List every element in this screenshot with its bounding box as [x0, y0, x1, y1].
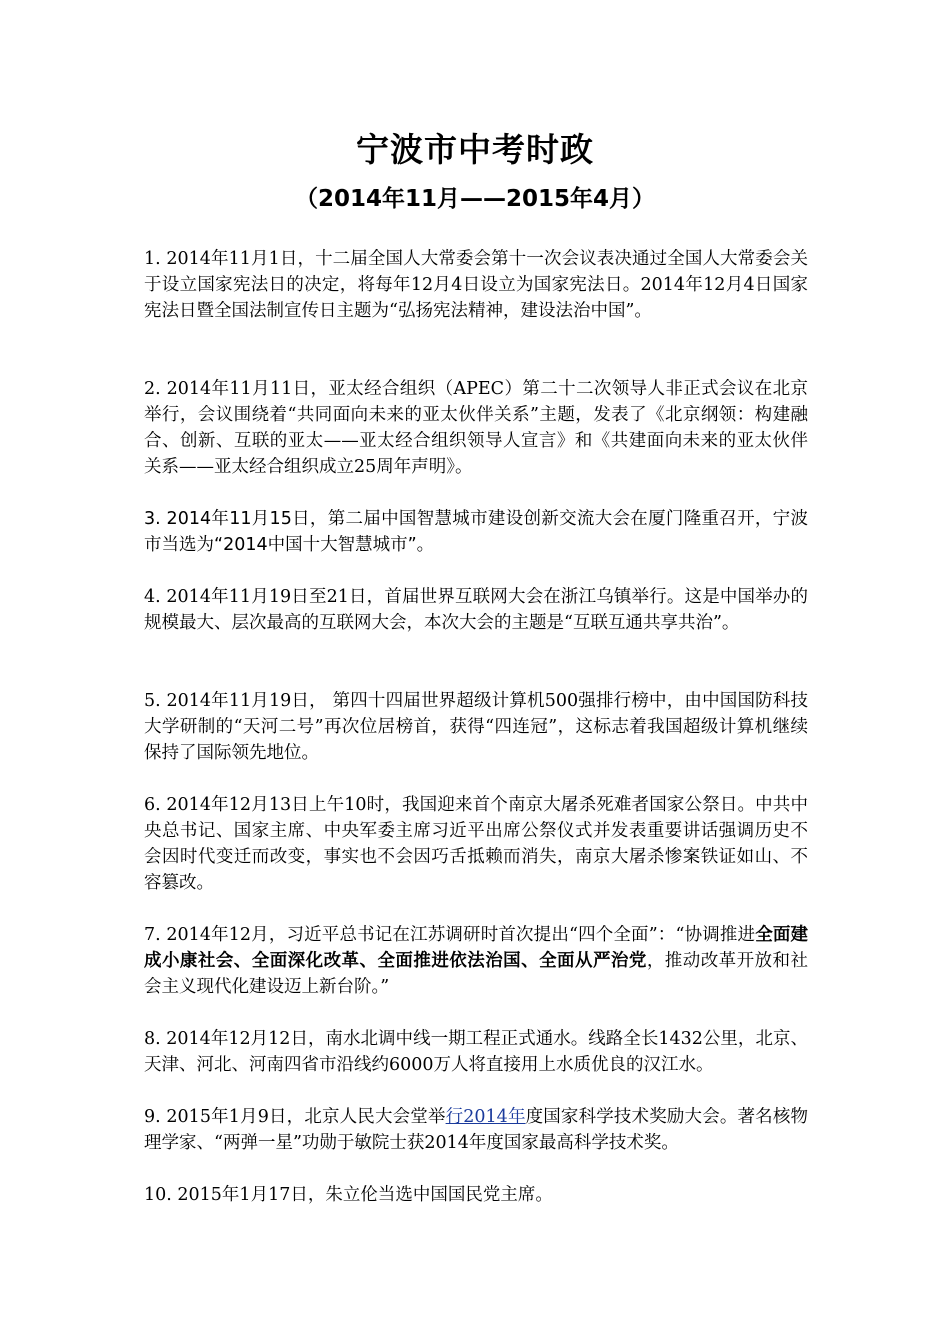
paragraph-9-text-start: 9. 2015年1月9日，北京人民大会堂举	[144, 1107, 446, 1127]
paragraph-8: 8. 2014年12月12日，南水北调中线一期工程正式通水。线路全长1432公里，北京、天津、河北、河南四省市沿线约6000万人将直接用上水质优良的汉江水。	[144, 1029, 808, 1075]
paragraph-9-link[interactable]: 行2014年	[445, 1107, 526, 1127]
paragraph-7-bold-text: 全面建成小康社会、全面深化改革、全面推进依法治国、全面从严治党	[144, 925, 808, 971]
paragraph-5: 5. 2014年11月19日， 第四十四届世界超级计算机500强排行榜中，由中国国防科技大学研制的“天河二号”再次位居榜首，获得“四连冠”，这标志着我国超级计算机继续保持了国际领先地位。	[144, 691, 808, 763]
paragraph-6: 6. 2014年12月13日上午10时，我国迎来首个南京大屠杀死难者国家公祭日。中共中央总书记、国家主席、中央军委主席习近平出席公祭仪式并发表重要讲话强调历史不会因时代变迁而改变，事实也不会因巧舌抵赖而消失，南京大屠杀惨案铁证如山、不容篡改。	[144, 795, 808, 893]
paragraph-7-text-end: ，推动改革开放和社会主义现代化建设迈上新台阶。”	[144, 951, 809, 997]
paragraph-9	[144, 1104, 808, 1156]
paragraph-9-text-end: 度国家科学技术奖励大会。著名核物理学家、“两弹一星”功勋于敏院士获2014年度国家最高科学技术奖。	[144, 1107, 808, 1153]
paragraph-10: 10. 2015年1月17日，朱立伦当选中国国民党主席。	[144, 1185, 553, 1205]
paragraph-1: 1. 2014年11月1日，十二届全国人大常委会第十一次会议表决通过全国人大常委会关于设立国家宪法日的决定，将每年12月4日设立为国家宪法日。2014年12月4日国家宪法日暨全国法制宣传日主题为“弘扬宪法精神，建设法治中国”。	[144, 249, 808, 321]
document-title: 宁波市中考时政	[356, 130, 594, 169]
paragraph-7-text-start: 7. 2014年12月，习近平总书记在江苏调研时首次提出“四个全面”：“协调推进	[144, 925, 756, 945]
paragraph-2: 2. 2014年11月11日，亚太经合组织（APEC）第二十二次领导人非正式会议在北京举行，会议围绕着“共同面向未来的亚太伙伴关系”主题，发表了《北京纲领：构建融合、创新、互联的亚太——亚太经合组织领导人宣言》和《共建面向未来的亚太伙伴关系——亚太经合组织成立25周年声明》。	[144, 379, 808, 477]
paragraph-3: 3. 2014年11月15日，第二届中国智慧城市建设创新交流大会在厦门隆重召开，宁波市当选为“2014中国十大智慧城市”。	[144, 509, 808, 555]
paragraph-7	[144, 922, 808, 1000]
document-subtitle: （2014年11月——2015年4月）	[294, 186, 656, 212]
document-body	[144, 246, 808, 1208]
paragraph-4: 4. 2014年11月19日至21日，首届世界互联网大会在浙江乌镇举行。这是中国举办的规模最大、层次最高的互联网大会，本次大会的主题是“互联互通共享共治”。	[144, 587, 808, 633]
